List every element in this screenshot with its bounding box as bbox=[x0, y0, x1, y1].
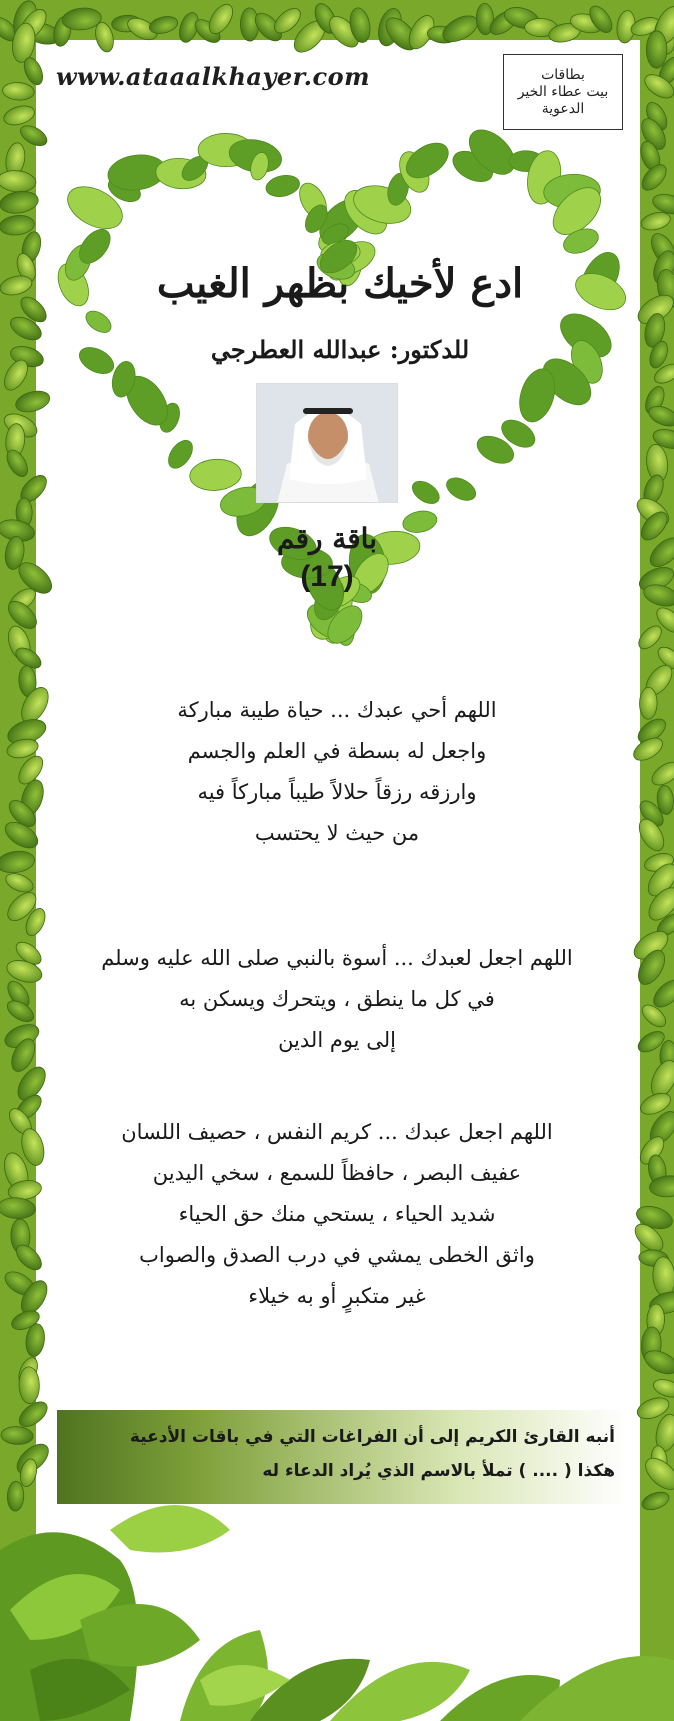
author-portrait-icon bbox=[257, 384, 398, 503]
stamp-line-3: الدعوية bbox=[541, 100, 585, 117]
website-url: www.ataaalkhayer.com bbox=[56, 62, 370, 91]
prayer-line: شديد الحياء ، يستحي منك حق الحياء bbox=[178, 1202, 496, 1226]
prayer-block-3 bbox=[60, 1112, 614, 1317]
publisher-stamp bbox=[503, 54, 623, 130]
note-line-2: هكذا ( .... ) تملأ بالاسم الذي يُراد الدعاء له bbox=[262, 1461, 615, 1481]
prayer-line: وارزقه رزقاً حلالاً طيباً مباركاً فيه bbox=[197, 780, 477, 804]
author-name: للدكتور: عبدالله العطرجي bbox=[210, 335, 470, 364]
author-photo bbox=[256, 383, 398, 503]
prayer-block-2 bbox=[60, 938, 614, 1061]
stamp-line-1: بطاقات bbox=[541, 66, 585, 83]
card-title: ادع لأخيك بظهر الغيب bbox=[156, 260, 524, 307]
prayer-line: غير متكبرٍ أو به خيلاء bbox=[248, 1284, 426, 1308]
prayer-line: واثق الخطى يمشي في درب الصدق والصواب bbox=[139, 1243, 535, 1267]
prayer-line: من حيث لا يحتسب bbox=[254, 821, 420, 845]
stamp-line-2: بيت عطاء الخير bbox=[517, 83, 609, 100]
plants-decoration-icon bbox=[0, 1490, 674, 1721]
prayer-line: إلى يوم الدين bbox=[278, 1028, 396, 1052]
prayer-line: واجعل له بسطة في العلم والجسم bbox=[187, 739, 487, 763]
prayer-line: اللهم أحي عبدك ... حياة طيبة مباركة bbox=[177, 698, 497, 722]
note-line-1: أنبه القارئ الكريم إلى أن الفراغات التي في باقات الأدعية bbox=[129, 1427, 615, 1447]
package-number: (17) bbox=[300, 560, 354, 593]
prayer-block-1 bbox=[60, 690, 614, 854]
prayer-line: عفيف البصر ، حافظاً للسمع ، سخي اليدين bbox=[152, 1161, 522, 1185]
package-label: باقة رقم bbox=[276, 522, 377, 555]
prayer-line: اللهم اجعل لعبدك ... أسوة بالنبي صلى الله عليه وسلم bbox=[101, 946, 573, 970]
prayer-line: اللهم اجعل عبدك ... كريم النفس ، حصيف اللسان bbox=[121, 1120, 553, 1144]
prayer-line: في كل ما ينطق ، ويتحرك ويسكن به bbox=[179, 987, 495, 1011]
